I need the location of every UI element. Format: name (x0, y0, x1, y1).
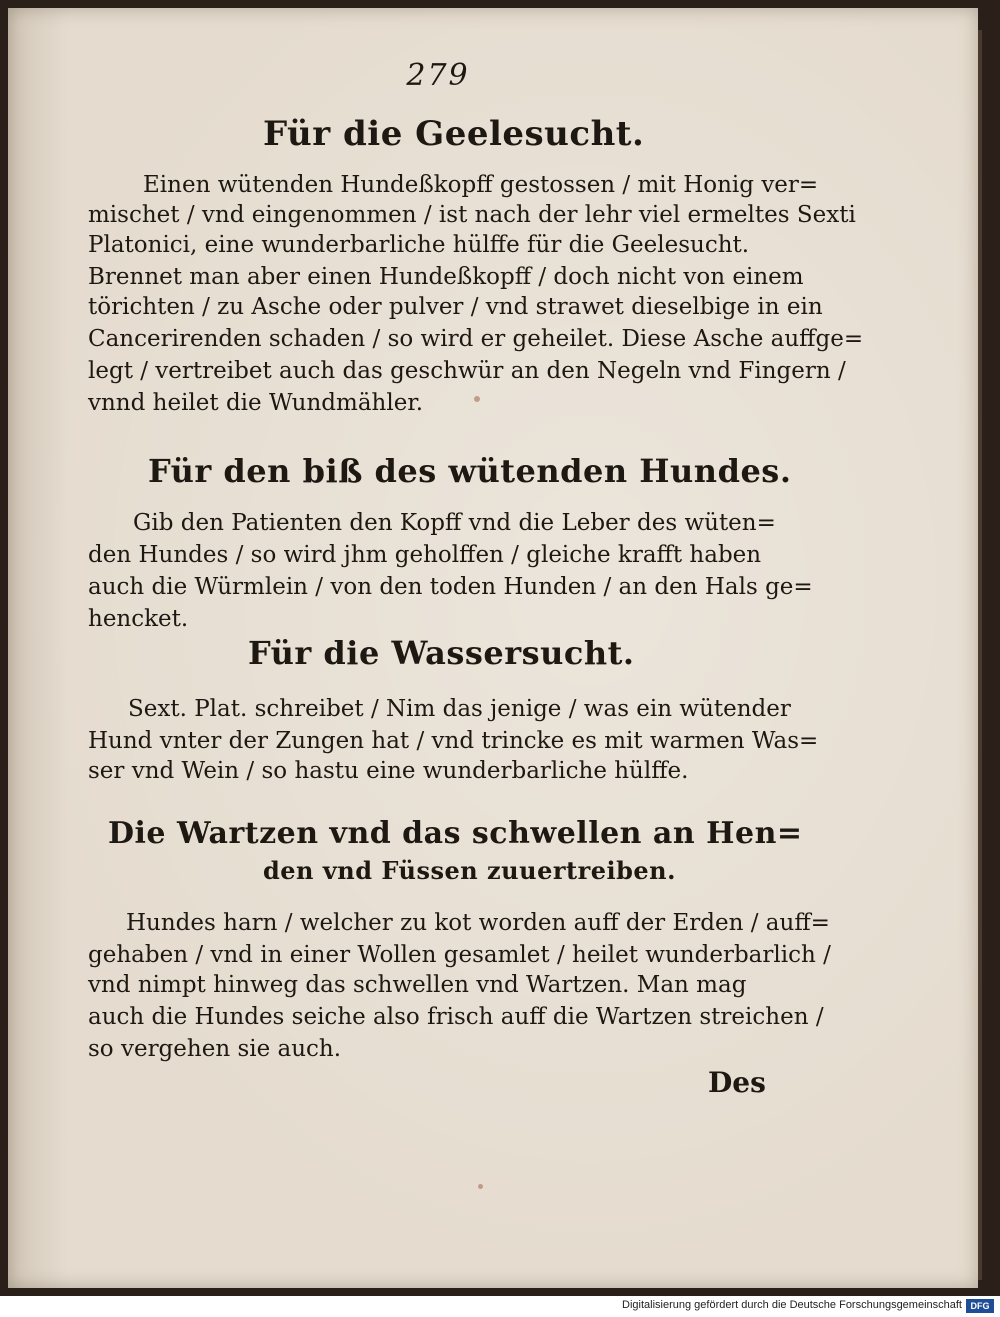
text-line: Platonici, eine wunderbarliche hülffe für die Geelesucht. (88, 232, 750, 258)
section-heading: Die Wartzen vnd das schwellen an Hen= (108, 816, 803, 851)
text-line: auch die Hundes seiche also frisch auff die Wartzen streichen / (88, 1004, 824, 1030)
text-line: Hund vnter der Zungen hat / vnd trincke es mit warmen Was= (88, 728, 819, 754)
text-line: legt / vertreibet auch das geschwür an den Negeln vnd Fingern / (88, 358, 846, 384)
text-line: Cancerirenden schaden / so wird er geheilet. Diese Asche auffge= (88, 326, 864, 352)
text-line: vnnd heilet die Wundmähler. (88, 390, 424, 416)
text-line: Gib den Patienten den Kopff vnd die Leber des wüten= (133, 510, 776, 536)
section-heading: Für die Geelesucht. (263, 114, 645, 154)
paper-stain (474, 396, 480, 402)
section-heading: Für den biß des wütenden Hundes. (148, 452, 792, 490)
footer-bar (0, 1296, 1000, 1317)
text-line: hencket. (88, 606, 189, 632)
catchword: Des (708, 1066, 766, 1099)
text-line: Sext. Plat. schreibet / Nim das jenige / was ein wütender (128, 696, 791, 722)
page-edge (978, 30, 982, 1280)
text-line: so vergehen sie auch. (88, 1036, 342, 1062)
text-line: den Hundes / so wird jhm geholffen / gleiche krafft haben (88, 542, 762, 568)
text-line: Brennet man aber einen Hundeßkopff / doch nicht von einem (88, 264, 804, 290)
text-line: mischet / vnd eingenommen / ist nach der lehr viel ermeltes Sexti (88, 202, 856, 228)
section-heading-continuation: den vnd Füssen zuuertreiben. (263, 856, 676, 885)
text-line: törichten / zu Asche oder pulver / vnd strawet dieselbige in ein (88, 294, 823, 320)
funding-credit: Digitalisierung gefördert durch die Deutsche Forschungsgemeinschaft (622, 1299, 962, 1311)
dfg-logo: DFG (966, 1299, 994, 1313)
text-line: gehaben / vnd in einer Wollen gesamlet / heilet wunderbarlich / (88, 942, 831, 968)
text-line: auch die Würmlein / von den toden Hunden / an den Hals ge= (88, 574, 813, 600)
book-page (8, 8, 978, 1288)
text-line: vnd nimpt hinweg das schwellen vnd Wartzen. Man mag (88, 972, 747, 998)
page-number: 279 (406, 58, 470, 93)
section-heading: Für die Wassersucht. (248, 634, 635, 672)
text-line: ser vnd Wein / so hastu eine wunderbarliche hülffe. (88, 758, 689, 784)
text-line: Einen wütenden Hundeßkopff gestossen / mit Honig ver= (143, 172, 819, 198)
text-line: Hundes harn / welcher zu kot worden auff der Erden / auff= (126, 910, 830, 936)
paper-stain (478, 1184, 483, 1189)
